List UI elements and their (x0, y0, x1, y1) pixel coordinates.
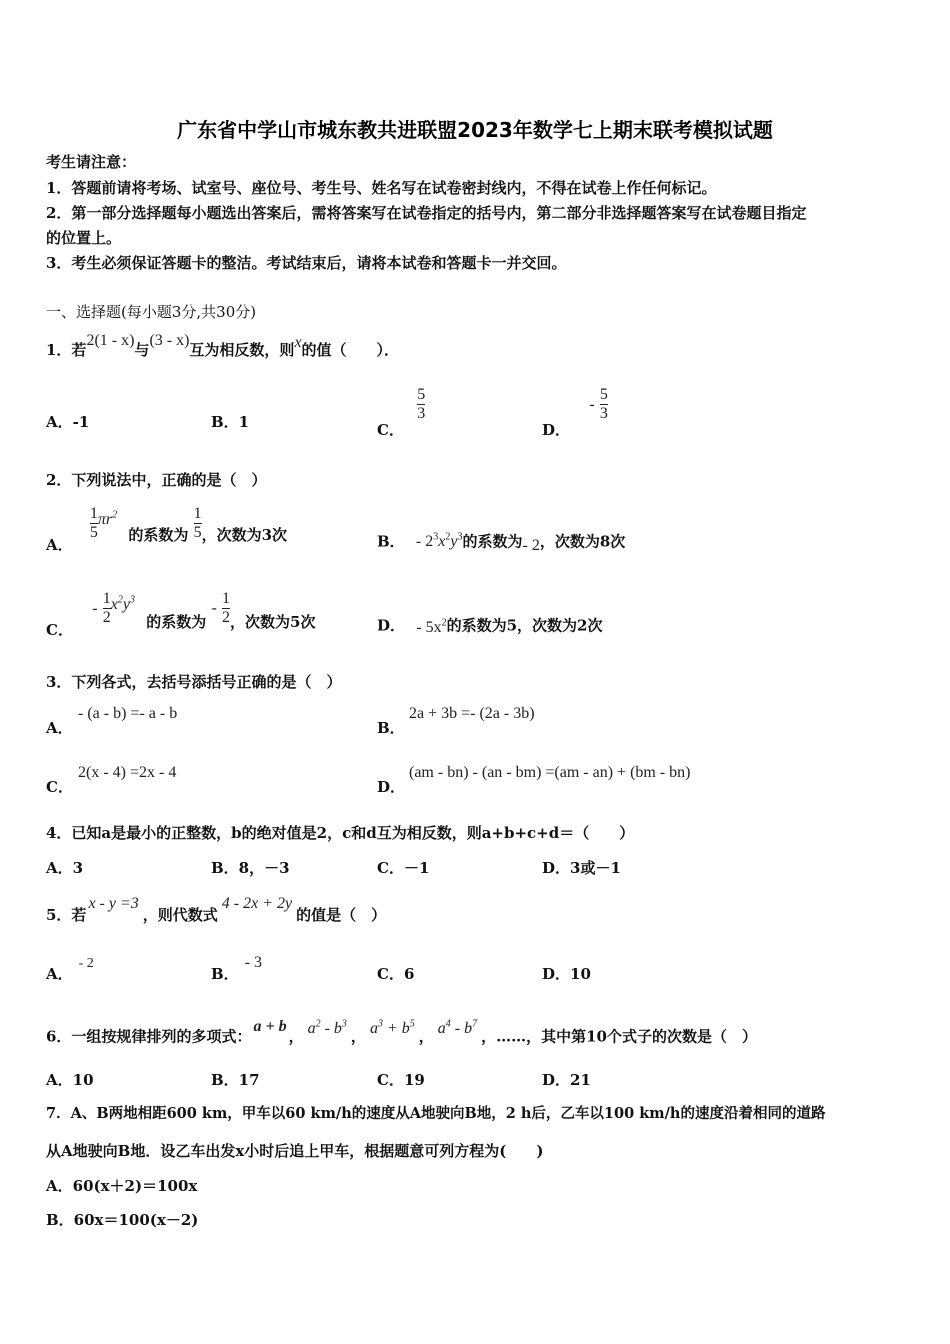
q6-option-a[interactable]: A．10 (46, 1071, 94, 1089)
q6-option-d[interactable]: D．21 (542, 1071, 591, 1089)
q5-stem: 5．若x - y =3，则代数式4 - 2x + 2y的值是（ ） (46, 895, 387, 924)
q3-option-d-expr: (am - bn) - (an - bm) =(am - an) + (bm - bn) (409, 764, 691, 781)
q6-option-c[interactable]: C．19 (377, 1071, 425, 1089)
q4-option-d[interactable]: D．3或－1 (542, 859, 621, 877)
q7-option-a[interactable]: A．60(x＋2)＝100x (46, 1177, 198, 1195)
q2-option-d[interactable]: D． - $5x^2$的系数为5，次数为2次 (377, 616, 603, 637)
q3-stem: 3．下列各式，去括号添括号正确的是（ ） (46, 673, 342, 691)
q1-expr1: 2(1 - x) (86, 332, 135, 349)
q4-option-c[interactable]: C．－1 (377, 859, 430, 877)
q3-option-c-expr: 2(x - 4) =2x - 4 (78, 764, 177, 781)
q1-option-d[interactable]: D． - $\frac{5}{3}$ (542, 386, 608, 439)
q3-option-a-label[interactable]: A． (46, 719, 73, 737)
q6-option-b[interactable]: B．17 (211, 1071, 260, 1089)
q5-option-c[interactable]: C．6 (377, 965, 415, 983)
q7-stem-line2: 从A地驶向B地．设乙车出发x小时后追上甲车，根据题意可列方程为( ) (46, 1142, 544, 1160)
q2-stem: 2．下列说法中，正确的是（ ） (46, 471, 267, 489)
q3-option-d-label[interactable]: D． (377, 778, 406, 796)
section-heading: 一、选择题(每小题3分,共30分) (46, 303, 257, 321)
notice-item-2: 2．第一部分选择题每小题选出答案后，需将答案写在试卷指定的括号内，第二部分非选择题答案写在试卷题目指定 (46, 204, 807, 222)
q1-option-c[interactable]: C． $\frac{5}{3}$ (377, 386, 426, 439)
q2-option-b[interactable]: B． - $2^3x^2y^3$的系数为- 2，次数为8次 (377, 532, 626, 555)
q3-option-b-label[interactable]: B． (377, 719, 405, 737)
notice-item-2-cont: 的位置上。 (46, 229, 122, 247)
q2-option-c[interactable]: C． - $\frac{1}{2}$ $x^2y^3$ 的系数为 - $\frac{1}{2}$ ，次数为5次 (46, 590, 316, 639)
q2-option-a[interactable]: A． $\frac{1}{5}$ $\pi r^2$ 的系数为 $\frac{1}{5}$ ，次数为3次 (46, 505, 288, 554)
notice-item-3: 3．考生必须保证答题卡的整洁。考试结束后，请将本试卷和答题卡一并交回。 (46, 254, 567, 272)
q3-option-c-label[interactable]: C． (46, 778, 73, 796)
q4-stem: 4．已知a是最小的正整数，b的绝对值是2，c和d互为相反数，则a+b+c+d＝（ ） (46, 824, 635, 842)
q7-stem-line1: 7．A、B两地相距600 km，甲车以60 km/h的速度从A地驶向B地，2 h后，乙车以100 km/h的速度沿着相同的道路 (46, 1105, 826, 1122)
q5-option-a[interactable]: A．- 2 (46, 956, 94, 983)
q1-option-a[interactable]: A．-1 (46, 413, 90, 431)
q4-option-b[interactable]: B．8，－3 (211, 859, 290, 877)
q3-option-a-expr: - (a - b) =- a - b (78, 705, 178, 722)
q7-option-b[interactable]: B．60x＝100(x－2) (46, 1211, 199, 1229)
page-title: 广东省中学山市城东教共进联盟2023年数学七上期末联考模拟试题 (177, 118, 773, 142)
q5-option-b[interactable]: B．- 3 (211, 954, 263, 983)
notice-item-1: 1．答题前请将考场、试室号、座位号、考生号、姓名写在试卷密封线内，不得在试卷上作任何标记。 (46, 179, 717, 197)
q4-option-a[interactable]: A．3 (46, 859, 84, 877)
q6-stem: 6．一组按规律排列的多项式：a + b， $a^2 - b^3$， $a^3 + b^5$， $a^4 - b^7$，……，其中第10个式子的次数是（ ） (46, 1018, 757, 1046)
q1-stem: 1．若2(1 - x)与(3 - x)互为相反数，则x的值（ ）． (46, 332, 400, 359)
notice-heading: 考生请注意： (46, 153, 137, 171)
q3-option-b-expr: 2a + 3b =- (2a - 3b) (409, 705, 535, 722)
q1-option-b[interactable]: B．1 (211, 413, 250, 431)
q1-expr2: (3 - x) (149, 332, 190, 349)
q5-option-d[interactable]: D．10 (542, 965, 591, 983)
